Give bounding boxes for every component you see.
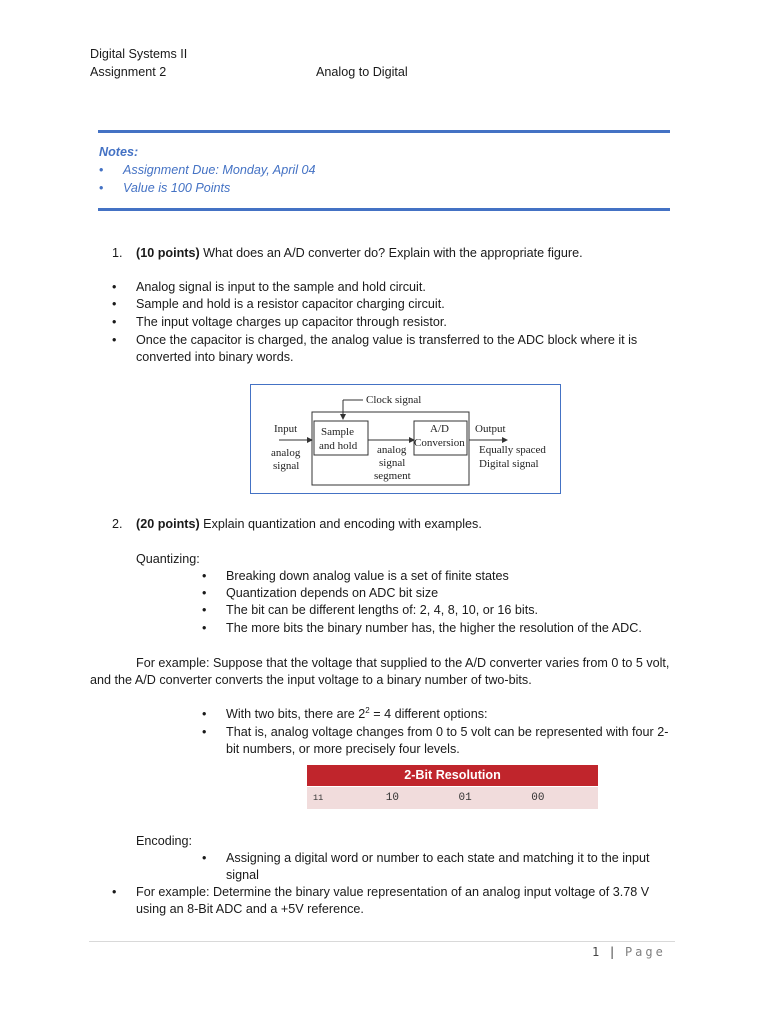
bullet: • — [112, 297, 117, 311]
bullet: • — [202, 707, 207, 721]
bullet: • — [202, 603, 207, 617]
bullet-text: The bit can be different lengths of: 2, 4, 8, 10, or 16 bits. — [226, 603, 539, 617]
bullet-text: Breaking down analog value is a set of finite states — [226, 569, 509, 583]
mid-signal-label: signal — [379, 457, 406, 469]
bullet-text: The more bits the binary number has, the higher the resolution of the ADC. — [226, 621, 642, 635]
table-title: 2-Bit Resolution — [307, 765, 598, 787]
bullet-text: The input voltage charges up capacitor through resistor. — [136, 315, 447, 329]
mid-segment-label: segment — [374, 470, 411, 482]
bullet-text: For example: Determine the binary value representation of an analog input voltage of 3.78 V using an 8-Bit ADC and a +5V reference. — [136, 885, 650, 916]
bullet-text: Assigning a digital word or number to each state and matching it to the input signal — [226, 851, 650, 882]
bullet: • — [112, 280, 117, 294]
footer-separator: | — [608, 945, 617, 959]
question-prompt: What does an A/D converter do? Explain with the appropriate figure. — [199, 246, 583, 260]
bullet: • — [202, 725, 207, 739]
notes-bottom-rule — [98, 208, 670, 211]
bullet-text: Analog signal is input to the sample and hold circuit. — [136, 280, 426, 294]
encoding-label: Encoding: — [136, 834, 193, 848]
note-text: Assignment Due: Monday, April 04 — [123, 163, 316, 177]
page-footer — [592, 944, 666, 961]
question-prompt: Explain quantization and encoding with examples. — [199, 517, 482, 531]
input-signal-label: signal — [273, 460, 300, 472]
page-word: Page — [624, 945, 666, 959]
bullet: • — [202, 569, 207, 583]
question-number: 2. — [112, 517, 123, 531]
table-row — [307, 787, 598, 810]
question-text — [136, 245, 583, 262]
bullet: • — [99, 181, 104, 195]
table-header-row — [307, 765, 598, 787]
bullet: • — [202, 621, 207, 635]
output-label: Output — [475, 423, 506, 435]
ad-label: A/D — [430, 423, 449, 435]
topic-title: Analog to Digital — [316, 65, 408, 79]
equally-spaced-label: Equally spaced — [479, 444, 546, 456]
resolution-table — [307, 765, 598, 809]
two-bits-pre: With two bits, there are 2 — [226, 707, 366, 721]
bullet: • — [112, 333, 117, 347]
two-bits-exponent: 2 — [365, 705, 370, 715]
bullet: • — [112, 885, 117, 899]
question-points: (10 points) — [136, 246, 200, 260]
question-points: (20 points) — [136, 517, 200, 531]
bullet-text: Quantization depends on ADC bit size — [226, 586, 439, 600]
table-cell: 11 — [307, 787, 380, 810]
notes-top-rule — [98, 130, 670, 133]
input-analog-label: analog — [271, 447, 301, 459]
question-text — [136, 516, 482, 533]
bullet: • — [202, 851, 207, 865]
and-hold-label: and hold — [319, 440, 358, 452]
page-number: 1 — [592, 945, 601, 959]
bullet: • — [99, 163, 104, 177]
clock-signal-label: Clock signal — [366, 394, 422, 406]
example-paragraph: For example: Suppose that the voltage that supplied to the A/D converter varies from 0 to 5 volt, and the A/D converter converts the input voltage to a binary number of two-bits. — [90, 656, 670, 687]
two-bits-post: = 4 different options: — [369, 707, 488, 721]
quantizing-label: Quantizing: — [136, 552, 200, 566]
sample-label: Sample — [321, 426, 354, 438]
question-number: 1. — [112, 246, 123, 260]
bullet: • — [112, 315, 117, 329]
notes-title: Notes: — [99, 145, 139, 159]
assignment-title: Assignment 2 — [90, 65, 167, 79]
table-cell: 00 — [525, 787, 598, 810]
digital-signal-label: Digital signal — [479, 458, 539, 470]
bullet-text: Sample and hold is a resistor capacitor charging circuit. — [136, 297, 445, 311]
input-label: Input — [274, 423, 298, 435]
bullet-text: That is, analog voltage changes from 0 to 5 volt can be represented with four 2-bit numbers, or more precisely four levels. — [226, 725, 669, 756]
footer-rule — [89, 941, 675, 942]
bullet-text — [226, 706, 676, 723]
table-cell: 01 — [452, 787, 525, 810]
adc-diagram-svg — [251, 385, 562, 495]
mid-analog-label: analog — [377, 444, 407, 456]
adc-block-diagram — [250, 384, 561, 494]
bullet: • — [202, 586, 207, 600]
conversion-label: Conversion — [414, 437, 465, 449]
table-cell: 10 — [380, 787, 453, 810]
course-title: Digital Systems II — [90, 47, 188, 61]
note-text: Value is 100 Points — [123, 181, 231, 195]
bullet-text: Once the capacitor is charged, the analog value is transferred to the ADC block where it is converted into binary words. — [136, 333, 638, 364]
